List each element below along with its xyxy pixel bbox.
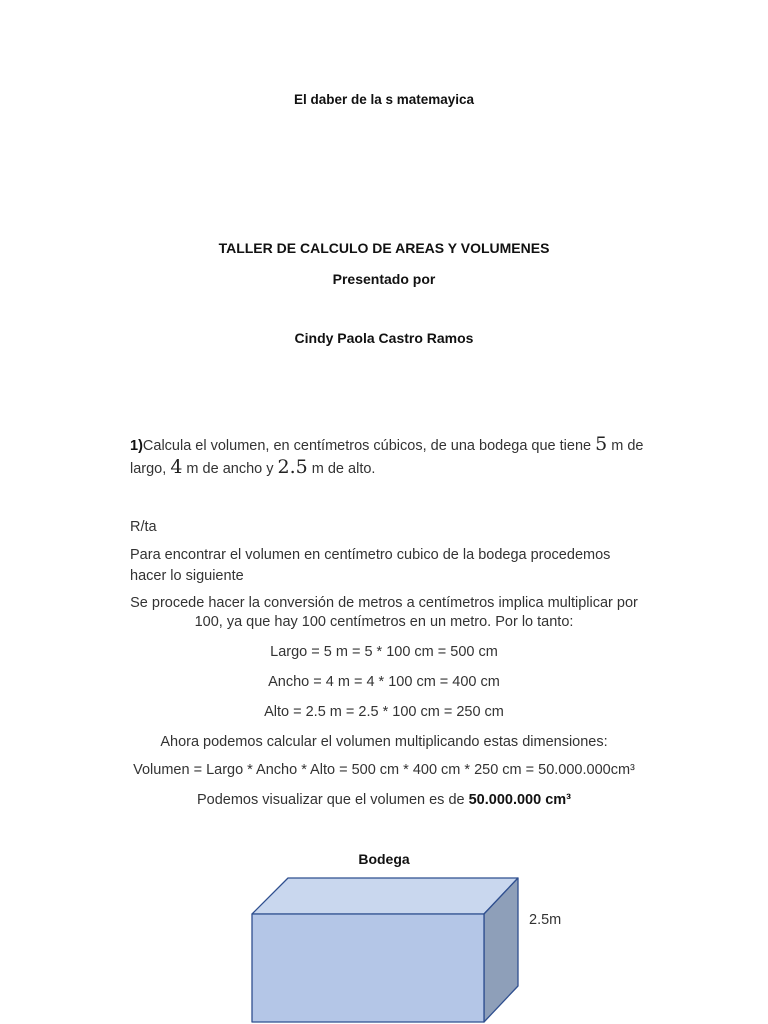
height-dimension-label: 2.5m	[529, 912, 562, 928]
question-number: 1)	[130, 438, 143, 454]
calculate-intro: Ahora podemos calcular el volumen multiplicando estas dimensiones:	[160, 734, 608, 750]
alto-conversion: Alto = 2.5 m = 2.5 * 100 cm = 250 cm	[264, 704, 504, 720]
volume-formula: Volumen = Largo * Ancho * Alto = 500 cm * 400 cm * 250 cm = 50.000.000cm³	[133, 762, 635, 778]
question-1	[130, 434, 670, 480]
answer-intro: Para encontrar el volumen en centímetro cubico de la bodega procedemos hacer lo siguiente	[130, 547, 611, 584]
bodega-box-diagram	[0, 860, 768, 1024]
width-value: 4	[170, 456, 183, 478]
presented-by-label: Presentado por	[332, 271, 436, 287]
document-title: El daber de la s matemayica	[293, 92, 475, 107]
conclusion-prefix: Podemos visualizar que el volumen es de	[196, 792, 469, 808]
box-top-face	[252, 878, 518, 914]
diagram-title: Bodega	[358, 851, 410, 867]
largo-conversion: Largo = 5 m = 5 * 100 cm = 500 cm	[270, 644, 498, 660]
volume-conclusion	[0, 792, 768, 808]
workshop-title: TALLER DE CALCULO DE AREAS Y VOLUMENES	[218, 240, 550, 256]
question-text-d: m de alto.	[307, 461, 376, 477]
height-value: 2.5	[277, 456, 308, 478]
conversion-line-2: 100, ya que hay 100 centímetros en un metro. Por lo tanto:	[194, 614, 574, 630]
question-text-b: m de largo,	[130, 438, 644, 477]
ancho-conversion: Ancho = 4 m = 4 * 100 cm = 400 cm	[268, 674, 500, 690]
question-text-c: m de ancho y	[182, 461, 278, 477]
conclusion-value: 50.000.000 cm³	[468, 792, 571, 808]
question-text-a: Calcula el volumen, en centímetros cúbicos, de una bodega que tiene	[142, 438, 596, 454]
answer-label: R/ta	[130, 519, 157, 535]
author-name: Cindy Paola Castro Ramos	[294, 330, 474, 346]
conversion-line-1: Se procede hacer la conversión de metros a centímetros implica multiplicar por	[130, 595, 638, 611]
length-value: 5	[595, 433, 608, 455]
box-front-face	[252, 914, 484, 1022]
